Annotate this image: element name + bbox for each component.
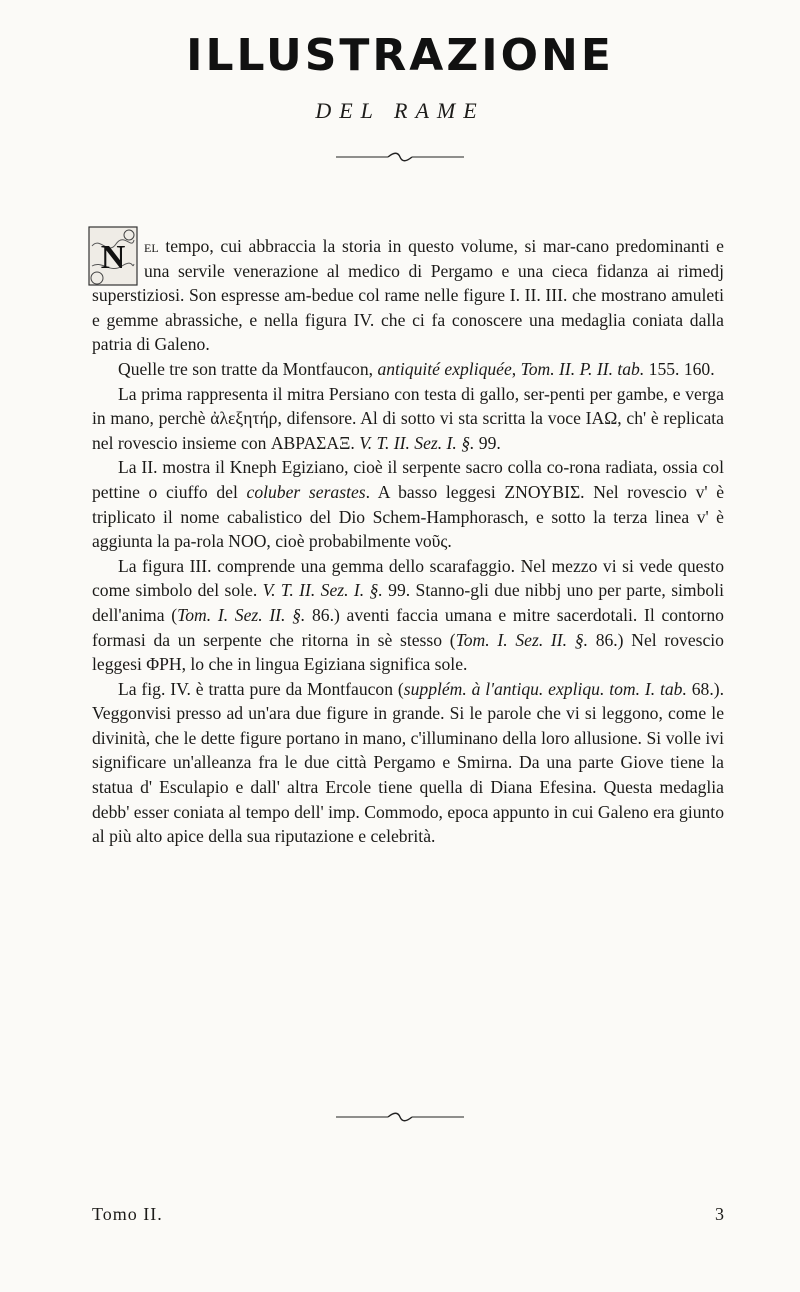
page-number: 3 xyxy=(715,1204,724,1224)
page-title: ILLUSTRAZIONE xyxy=(186,30,614,81)
paragraph-6: La fig. IV. è tratta pure da Montfaucon (supplém. à l'antiqu. expliqu. tom. I. tab. 68.). Veggonvisi presso ad un'ara due figure in grande. Si le parole che vi si leggono, come le divinità, che le dette figure portano in mano, c'illuminano della loro allusione. Si volle ivi significare un'alleanza fra le due città Pergamo e Smirna. Da una parte Giove tiene la statua d' Esculapio e dall' altra Ercole tiene quella di Diana Efesina. Questa medaglia debb' esser coniata al tempo dell' imp. Commodo, epoca appunto in cui Galeno era giunto al più alto apice della sua riputazione e celebrità. xyxy=(92,678,724,847)
ornament-divider-bottom xyxy=(336,1112,464,1122)
dropcap-letter: N xyxy=(100,239,126,276)
volume-label: Tomo II. xyxy=(92,1204,163,1224)
paragraph-1: el tempo, cui abbraccia la storia in questo volume, si mar-cano predominanti e una servile venerazione al medico di Pergamo e una cieca fidanza ai rimedj superstiziosi. Son espresse am-bedue col rame nelle figure I. II. III. che mostrano amuleti e gemme abrassiche, e nella figura IV. che ci fa conoscere una medaglia coniata dalla patria di Galeno. xyxy=(92,236,724,355)
paragraph-5: La figura III. comprende una gemma dello scarafaggio. Nel mezzo vi si vede questo come simbolo del sole. V. T. II. Sez. I. §. 99. Stanno-gli due nibbj uno per parte, simboli dell'anima (Tom. I. Sez. II. §. 86.) aventi faccia umana e mitre sacerdotali. Il contorno formasi da un serpente che ritorna in sè stesso (Tom. I. Sez. II. §. 86.) Nel rovescio leggesi ΦΡΗ, lo che in lingua Egiziana significa sole. xyxy=(92,555,724,675)
article-body xyxy=(92,234,724,849)
page-subtitle: DEL RAME xyxy=(315,98,485,123)
ornament-divider-top xyxy=(336,152,464,162)
paragraph-4: La II. mostra il Kneph Egiziano, cioè il serpente sacro colla co-rona radiata, ossia col pettine o ciuffo del coluber serastes. A basso leggesi ΖΝΟΥΒΙΣ. Nel rovescio v' è triplicato il nome cabalistico del Dio Schem-Hamphorasch, e sotto la terza linea v' è aggiunta la pa-rola ΝΟΟ, cioè probabilmente νοῦς. xyxy=(92,457,725,552)
paragraph-3: La prima rappresenta il mitra Persiano con testa di gallo, ser-penti per gambe, e verga in mano, perchè ἀλεξητήρ, difensore. Al di sotto vi sta scritta la voce ΙΑΩ, ch' è replicata nel rovescio insieme con ΑΒΡΑΣΑΞ. V. T. II. Sez. I. §. 99. xyxy=(92,383,724,453)
paragraph-2: Quelle tre son tratte da Montfaucon, antiquité expliquée, Tom. II. P. II. tab. 155. 160. xyxy=(118,358,715,379)
